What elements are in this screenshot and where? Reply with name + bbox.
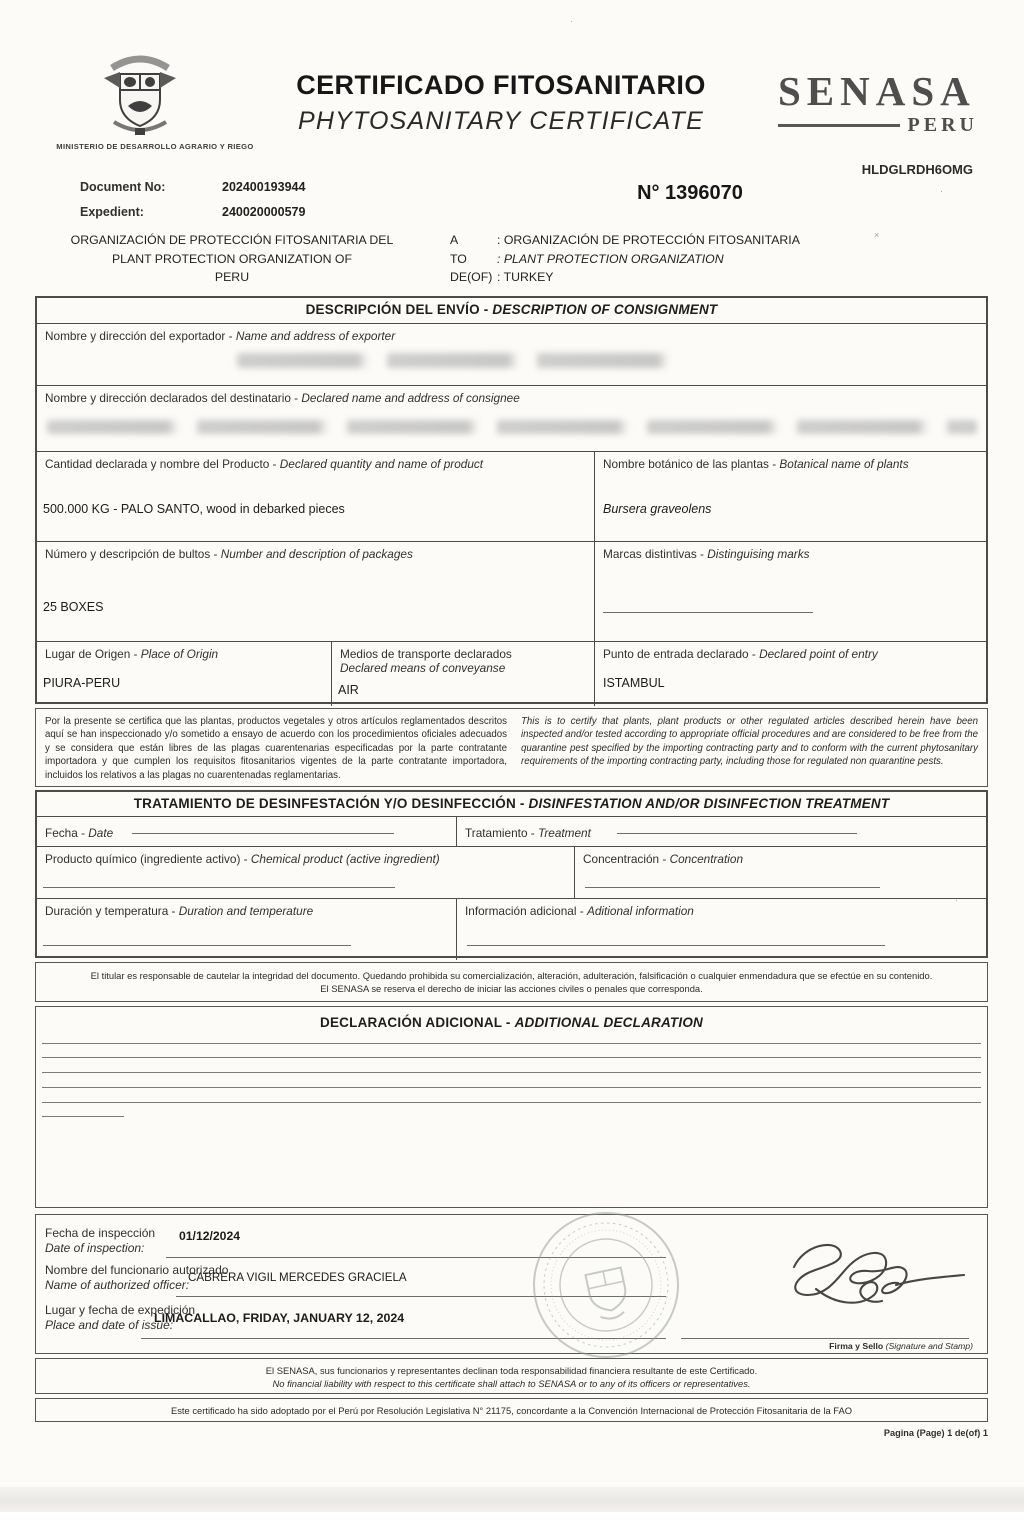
from-line: ORGANIZACIÓN DE PROTECCIÓN FITOSANITARIA DEL bbox=[70, 233, 394, 247]
paper-edge-shadow bbox=[0, 1487, 1024, 1512]
officer-label-es: Nombre del funcionario autorizado bbox=[45, 1263, 229, 1277]
adoption-notice bbox=[35, 1398, 988, 1422]
integrity-notice-line1: El titular es responsable de cautelar la integridad del documento. Quedando prohibida su comercialización, alteración, adulteración, falsificación o cualquier enmendadura que se efectúe en su contenido. bbox=[90, 970, 933, 981]
origin-label: Lugar de Origen - Place of Origin bbox=[45, 647, 219, 661]
senasa-logo-country: PERU bbox=[907, 114, 978, 136]
certificate-title-en: PHYTOSANITARY CERTIFICATE bbox=[298, 107, 704, 135]
date-blank-line bbox=[132, 833, 394, 834]
issue-place-label-en: Place and date of issue: bbox=[45, 1318, 174, 1332]
transport-cell bbox=[332, 642, 595, 706]
chemical-cell: Producto químico (ingrediente activo) - Chemical product (active ingredient) bbox=[37, 847, 575, 898]
duration-cell: Duración y temperatura - Duration and temperature bbox=[37, 899, 457, 960]
origin-cell bbox=[37, 642, 332, 706]
consignee-row bbox=[37, 386, 986, 452]
from-line: PLANT PROTECTION ORGANIZATION OF bbox=[111, 251, 353, 266]
product-value: 500.000 KG - PALO SANTO, wood in debarked pieces bbox=[43, 502, 345, 516]
certification-statement bbox=[35, 708, 988, 787]
to-row-value: : ORGANIZACIÓN DE PROTECCIÓN FITOSANITARIA bbox=[497, 233, 800, 247]
treatment-section bbox=[35, 790, 988, 958]
treatment-name-cell: Tratamiento - Treatment bbox=[457, 817, 986, 846]
expedient-label: Expedient: bbox=[80, 205, 144, 219]
redacted-exporter-value bbox=[237, 353, 682, 368]
certification-text-en: This is to certify that plants, plant products or other regulated articles described herein have been inspected and/or tested according to appropriate official procedures and are considered to be free from the quarantine pest specified by the importing contracting party and to conform with the current phytosanitary requirements of the importing contracting party, including those for regulated non quarantine pests. bbox=[521, 716, 978, 768]
botanical-cell bbox=[595, 452, 986, 541]
ministry-name: MINISTERIO DE DESARROLLO AGRARIO Y RIEGO bbox=[56, 142, 254, 151]
senasa-logo-rule bbox=[778, 124, 900, 127]
consignee-label: Nombre y dirección declarados del destinatario - Declared name and address of consignee bbox=[45, 391, 520, 405]
packages-label: Número y descripción de bultos - Number and description of packages bbox=[45, 547, 413, 561]
ruled-line bbox=[42, 1102, 981, 1103]
officer-value: CABRERA VIGIL MERCEDES GRACIELA bbox=[188, 1271, 407, 1284]
ruled-line bbox=[42, 1043, 981, 1044]
packages-value: 25 BOXES bbox=[43, 600, 104, 614]
expedient-value: 240020000579 bbox=[222, 205, 306, 219]
transport-label-es: Medios de transporte declarados bbox=[340, 647, 512, 661]
consignment-section-title: DESCRIPCIÓN DEL ENVÍO - DESCRIPTION OF CONSIGNMENT bbox=[37, 298, 986, 324]
scan-artifact: × bbox=[874, 230, 880, 240]
liability-line-es: El SENASA, sus funcionarios y representantes declinan toda responsabilidad financiera resultante de este Certificado. bbox=[265, 1365, 758, 1376]
treatment-section-title: TRATAMIENTO DE DESINFESTACIÓN Y/O DESINFECCIÓN - DISINFESTATION AND/OR DISINFECTION TREATMENT bbox=[37, 792, 986, 817]
official-round-stamp bbox=[518, 1197, 694, 1373]
officer-signature bbox=[756, 1233, 976, 1323]
marks-label: Marcas distintivas - Distinguising marks bbox=[603, 547, 810, 561]
marks-cell bbox=[595, 542, 986, 641]
product-cell bbox=[37, 452, 595, 541]
additional-info-blank-line bbox=[467, 945, 885, 946]
barcode-reference-code: HLDGLRDH6OMG bbox=[861, 162, 973, 177]
transport-value: AIR bbox=[338, 683, 359, 697]
liability-line-en: No financial liability with respect to this certificate shall attach to SENASA or to any of its officers or representatives. bbox=[272, 1378, 751, 1389]
importing-npo-block bbox=[450, 231, 970, 287]
entry-label: Punto de entrada declarado - Declared point of entry bbox=[603, 647, 878, 661]
signature-line bbox=[681, 1338, 969, 1339]
integrity-notice bbox=[35, 962, 988, 1002]
liability-notice bbox=[35, 1358, 988, 1394]
packages-cell bbox=[37, 542, 595, 641]
integrity-notice-line2: El SENASA se reserva el derecho de iniciar las acciones civiles o penales que corresponda. bbox=[320, 983, 703, 994]
inspection-date-label-es: Fecha de inspección bbox=[45, 1226, 156, 1240]
document-no-label: Document No: bbox=[80, 180, 166, 194]
treatment-blank-line bbox=[617, 833, 857, 834]
to-row-label: A bbox=[450, 233, 459, 247]
to-row-label: DE(OF) bbox=[450, 270, 493, 284]
peru-coat-of-arms-icon bbox=[94, 48, 186, 140]
ruled-line bbox=[42, 1087, 981, 1088]
ruled-line bbox=[42, 1057, 981, 1058]
botanical-value: Bursera graveolens bbox=[603, 502, 712, 516]
to-row-value: : PLANT PROTECTION ORGANIZATION bbox=[497, 251, 724, 266]
issuance-section bbox=[35, 1214, 988, 1354]
entry-cell bbox=[595, 642, 986, 706]
to-row-label: TO bbox=[450, 251, 467, 266]
ruled-line-short bbox=[42, 1116, 124, 1117]
scan-artifact: · bbox=[940, 186, 943, 196]
consignment-section bbox=[35, 296, 988, 704]
exporting-npo-block bbox=[36, 231, 428, 287]
issue-place-label-es: Lugar y fecha de expedición bbox=[45, 1303, 196, 1317]
additional-info-cell: Información adicional - Aditional information bbox=[457, 899, 986, 960]
adoption-line: Este certificado ha sido adoptado por el Perú por Resolución Legislativa N° 21175, concordante a la Convención Internacional de Protección Fitosanitaria de la FAO bbox=[170, 1405, 853, 1416]
ruled-line bbox=[42, 1072, 981, 1073]
scan-artifact: · bbox=[955, 895, 958, 905]
origin-value: PIURA-PERU bbox=[43, 676, 121, 690]
botanical-label: Nombre botánico de las plantas - Botanical name of plants bbox=[603, 457, 909, 471]
exporter-row bbox=[37, 324, 986, 386]
signature-caption: Firma y Sello (Signature and Stamp) bbox=[829, 1341, 973, 1351]
inspection-date-value: 01/12/2024 bbox=[179, 1229, 240, 1243]
treatment-row-1 bbox=[37, 817, 986, 847]
document-no-value: 202400193944 bbox=[222, 180, 306, 194]
redacted-consignee-value bbox=[47, 420, 977, 434]
page-number: Pagina (Page) 1 de(of) 1 bbox=[883, 1428, 988, 1438]
from-line: PERU bbox=[214, 270, 250, 284]
entry-value: ISTAMBUL bbox=[603, 676, 665, 690]
certification-text-es: Por la presente se certifica que las plantas, productos vegetales y otros artículos reglamentados descritos aquí se han inspeccionado y/o sometido a ensayo de acuerdo con los procedimientos oficiales adecuados y se considera que están libres de las plagas cuarentenarias especificadas por la parte contratante importadora y que cumplen los requisitos fitosanitarios vigentes de la parte contratante importadora, incluidos los relativos a las plagas no cuarentenadas reglamentarias. bbox=[45, 716, 507, 781]
additional-declaration-title: DECLARACIÓN ADICIONAL - ADDITIONAL DECLARATION bbox=[320, 1015, 703, 1030]
certificate-title-es: CERTIFICADO FITOSANITARIO bbox=[296, 70, 706, 100]
origin-row bbox=[37, 642, 986, 706]
treatment-date-cell: Fecha - Date bbox=[37, 817, 457, 846]
marks-blank-line bbox=[603, 612, 813, 613]
chemical-blank-line bbox=[43, 887, 395, 888]
exporter-label: Nombre y dirección del exportador - Name and address of exporter bbox=[45, 329, 396, 343]
officer-label-en: Name of authorized officer: bbox=[45, 1278, 190, 1292]
treatment-row-3 bbox=[37, 899, 986, 960]
senasa-logo-wordmark: SENASA bbox=[778, 68, 976, 114]
transport-label-en: Declared means of conveyanse bbox=[340, 661, 506, 675]
duration-blank-line bbox=[43, 945, 351, 946]
issue-place-value: LIMACALLAO, FRIDAY, JANUARY 12, 2024 bbox=[154, 1311, 405, 1325]
to-row-value: : TURKEY bbox=[497, 270, 554, 284]
concentration-cell: Concentración - Concentration bbox=[575, 847, 986, 898]
additional-declaration-section bbox=[35, 1006, 988, 1208]
certificate-number: N° 1396070 bbox=[637, 182, 743, 204]
product-label: Cantidad declarada y nombre del Producto - Declared quantity and name of product bbox=[45, 457, 484, 471]
scan-artifact: · bbox=[570, 16, 573, 26]
treatment-row-2 bbox=[37, 847, 986, 899]
packages-row bbox=[37, 542, 986, 642]
inspection-date-label-en: Date of inspection: bbox=[45, 1241, 145, 1255]
senasa-logo bbox=[778, 70, 978, 137]
concentration-blank-line bbox=[585, 887, 880, 888]
product-row bbox=[37, 452, 986, 542]
